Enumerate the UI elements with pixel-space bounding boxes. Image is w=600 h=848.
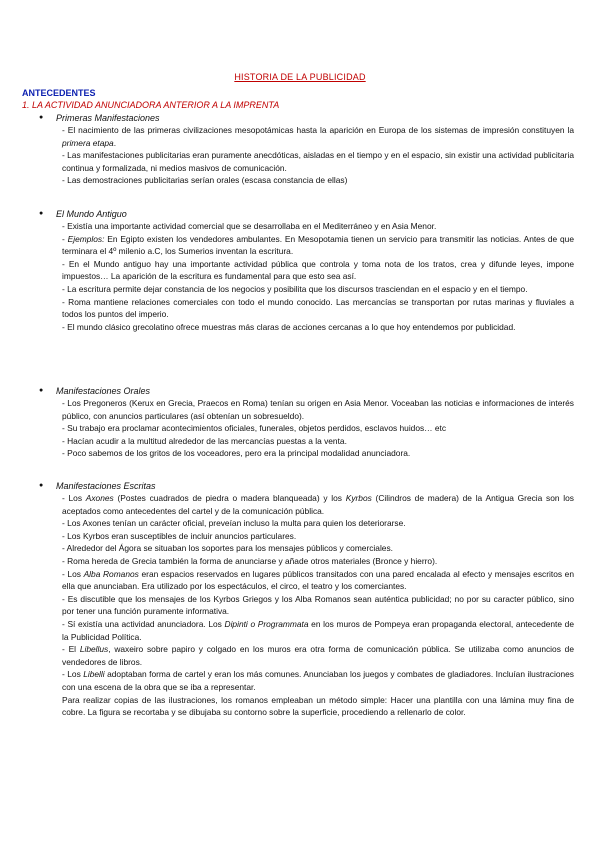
section-title-label: El Mundo Antiguo (56, 209, 127, 219)
paragraph: - Hacían acudir a la multitud alrededor de las mercancías puestas a la venta. (62, 435, 347, 446)
paragraph: - Alrededor del Ágora se situaban los soportes para los mensajes públicos y comerciales. (62, 543, 393, 554)
heading-antecedentes: ANTECEDENTES (22, 88, 96, 98)
section-body (62, 397, 574, 460)
paragraph: - Roma hereda de Grecia también la forma de anunciarse y añade otros materiales (Bronce y hierro). (62, 555, 438, 566)
paragraph: - Su trabajo era proclamar acontecimientos oficiales, funerales, objetos perdidos, esclavos huidos… etc (62, 423, 447, 434)
section-title-label: Manifestaciones Orales (56, 386, 151, 396)
paragraph: - Las demostraciones publicitarias serían orales (escasa constancia de ellas) (62, 175, 348, 186)
paragraph: - El nacimiento de las primeras civilizaciones mesopotámicas hasta la aparición en Europa de los sistemas de impresión constituyen la primera etapa. (62, 125, 574, 148)
bullet-icon: ● (39, 387, 44, 394)
paragraph: Para realizar copias de las ilustraciones, los romanos empleaban un método simple: Hacer una plantilla con una lámina muy fina de cobre. La figura se recortaba y se dibujaba su contorno sobre la superficie, procediendo a rellenarlo de color. (62, 694, 574, 718)
section-primeras-manifestaciones (39, 112, 574, 187)
section-title (39, 385, 574, 397)
paragraph: - En el Mundo antiguo hay una importante actividad pública que controla y toma nota de los tratos, crea y difunde leyes, impone impuestos… La aparición de la escritura es fundamental para que esto sea así. (62, 258, 574, 282)
paragraph: - El mundo clásico grecolatino ofrece muestras más claras de acciones cercanas a lo que hoy entendemos por publicidad. (62, 321, 516, 332)
heading-actividad-anunciadora: 1. LA ACTIVIDAD ANUNCIADORA ANTERIOR A LA IMPRENTA (22, 100, 280, 110)
bullet-icon: ● (39, 482, 44, 489)
paragraph: - Las manifestaciones publicitarias eran puramente anecdóticas, aisladas en el tiempo y en el espacio, sin existir una actividad publicitaria continua y formalizada, ni medios masivos de comunicación. (62, 150, 574, 173)
paragraph: - El Libellus, waxeiro sobre papiro y colgado en los muros era otra forma de comunicación pública. Se utilizaba como anuncios de vendedores de libros. (62, 644, 574, 667)
section-mundo-antiguo (39, 208, 574, 333)
section-body (62, 492, 574, 719)
section-title (39, 480, 574, 492)
paragraph: - Los Axones tenían un carácter oficial, preveían incluso la multa para quien los deteriorarse. (62, 518, 406, 529)
section-manifestaciones-escritas (39, 480, 574, 719)
paragraph: - Los Kyrbos eran susceptibles de incluir anuncios particulares. (62, 530, 297, 541)
section-body (62, 124, 574, 187)
paragraph: - Es discutible que los mensajes de los Kyrbos Griegos y los Alba Romanos sean auténtica publicidad; no por su caracter público, sino por tener una función puramente informativa. (62, 593, 574, 617)
paragraph: - Roma mantiene relaciones comerciales con todo el mundo conocido. Las mercancías se transportan por rutas marinas y fluviales a todos los puntos del imperio. (62, 296, 574, 320)
section-body (62, 220, 574, 333)
paragraph: - Sí existía una actividad anunciadora. Los Dipinti o Programmata en los muros de Pompeya eran propaganda electoral, antecedente de la Publicidad Política. (62, 618, 574, 642)
paragraph: - Existía una importante actividad comercial que se desarrollaba en el Mediterráneo y en Asia Menor. (62, 221, 437, 231)
paragraph: - Los Pregoneros (Kerux en Grecia, Praecos en Roma) tenían su origen en Asia Menor. Voceaban las noticias e informaciones de interés público, con anuncios particulares (así obtenían un sobresueldo). (62, 398, 574, 421)
bullet-icon: ● (39, 210, 44, 217)
section-title-label: Manifestaciones Escritas (56, 481, 156, 491)
page-title: HISTORIA DE LA PUBLICIDAD (234, 72, 366, 82)
paragraph: - Ejemplos: En Egipto existen los vendedores ambulantes. En Mesopotamia tienen un servicio para transmitir las noticias. Antes de que terminara el 4º milenio a.C, los Sumerios inventan la escritura. (62, 233, 574, 257)
bullet-icon: ● (39, 114, 44, 121)
paragraph: - Los Alba Romanos eran espacios reservados en lugares públicos transitados con una pared encalada al efecto y mensajes escritos en ella que anunciaban. Era utilizado por los espectáculos, el circo, el teatro y los comerciantes. (62, 568, 574, 592)
paragraph: - Los Libelli adoptaban forma de cartel y eran los más comunes. Anunciaban los juegos y combates de gladiadores. Incluían ilustraciones con una escena de la obra que se iba a representar. (62, 669, 574, 692)
section-title (39, 208, 574, 220)
section-title-label: Primeras Manifestaciones (56, 113, 160, 123)
paragraph: - Los Axones (Postes cuadrados de piedra o madera blanqueada) y los Kyrbos (Cilindros de madera) de la Antigua Grecia son los aceptados como antecedentes del cartel y de la comunicación pública. (62, 493, 574, 516)
section-manifestaciones-orales (39, 385, 574, 460)
paragraph: - Poco sabemos de los gritos de los voceadores, pero era la principal modalidad anunciadora. (62, 448, 411, 459)
paragraph: - La escritura permite dejar constancia de los negocios y posibilita que los discursos trasciendan en el espacio y en el tiempo. (62, 283, 528, 294)
section-title (39, 112, 574, 124)
